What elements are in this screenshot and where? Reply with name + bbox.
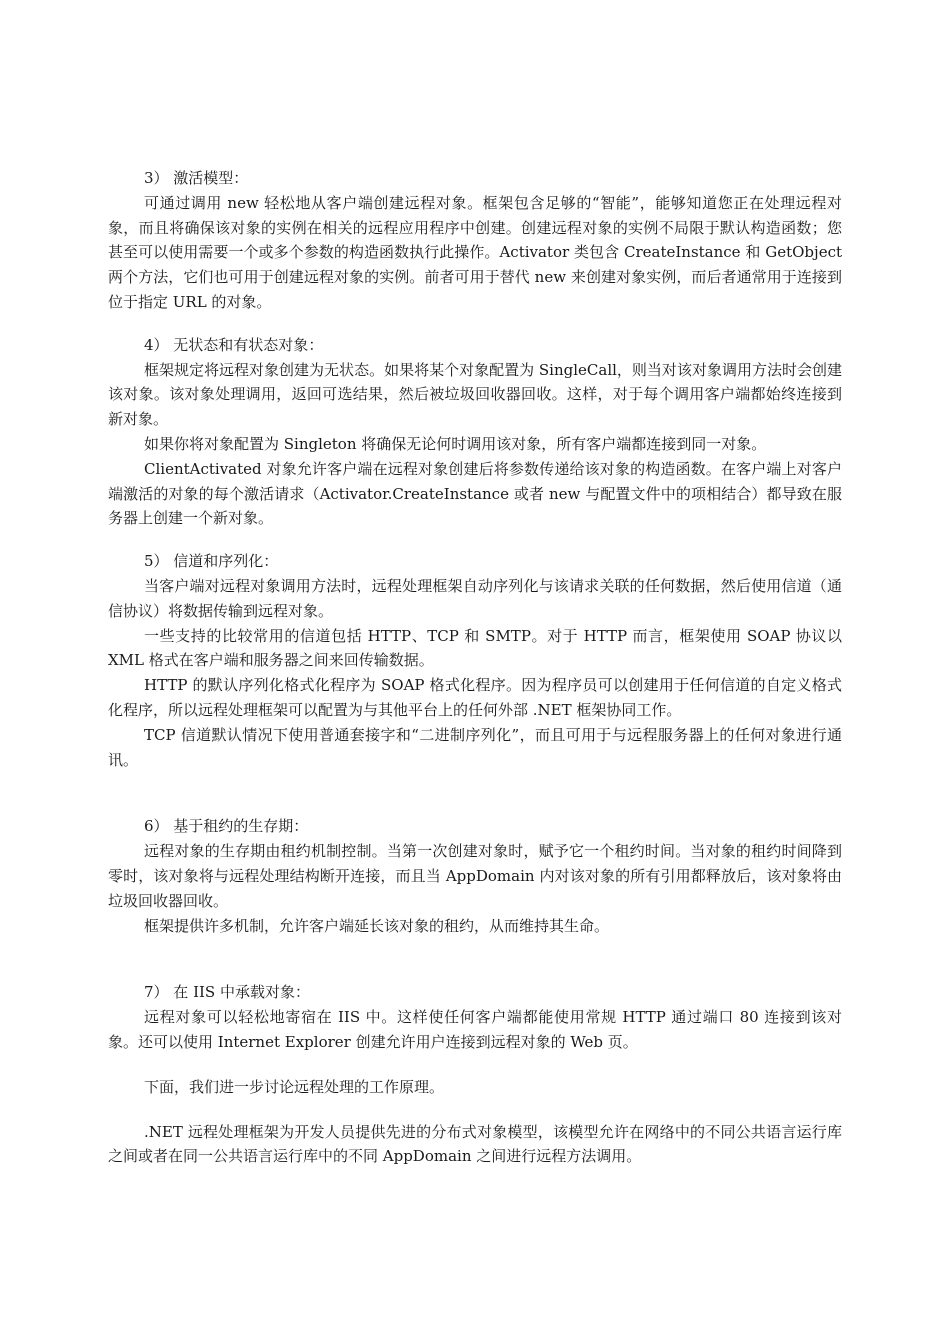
section-heading: 3） 激活模型： [144,169,249,187]
document-page [108,166,842,1169]
paragraph: 框架规定将远程对象创建为无状态。如果将某个对象配置为 SingleCall，则当对该对象调用方法时会创建该对象。该对象处理调用，返回可选结果，然后被垃圾回收器回收。这样，对于每个调用客户端都始终连接到新对象。 [108,360,842,429]
paragraph: 可通过调用 new 轻松地从客户端创建远程对象。框架包含足够的“智能”，能够知道您正在处理远程对象，而且将确保该对象的实例在相关的远程应用程序中创建。创建远程对象的实例不局限于默认构造函数；您甚至可以使用需要一个或多个参数的构造函数执行此操作。Activator 类包含 CreateInstance 和 GetObject 两个方法，它们也可用于创建远程对象的实例。前者可用于替代 new 来创建对象实例，而后者通常用于连接到位于指定 URL 的对象。 [108,193,842,311]
paragraph: 一些支持的比较常用的信道包括 HTTP、TCP 和 SMTP。对于 HTTP 而言，框架使用 SOAP 协议以 XML 格式在客户端和服务器之间来回传输数据。 [108,626,842,670]
paragraph: ClientActivated 对象允许客户端在远程对象创建后将参数传递给该对象的构造函数。在客户端上对客户端激活的对象的每个激活请求（Activator.CreateInstance 或者 new 与配置文件中的项相结合）都导致在服务器上创建一个新对象。 [108,459,842,528]
section-stateless-stateful [108,333,842,531]
paragraph: 当客户端对远程对象调用方法时，远程处理框架自动序列化与该请求关联的任何数据，然后使用信道（通信协议）将数据传输到远程对象。 [108,576,842,620]
paragraph: 下面，我们进一步讨论远程处理的工作原理。 [144,1077,445,1096]
section-activation-model [108,166,842,315]
paragraph: .NET 远程处理框架为开发人员提供先进的分布式对象模型，该模型允许在网络中的不同公共语言运行库之间或者在同一公共语言运行库中的不同 AppDomain 之间进行远程方法调用。 [108,1122,842,1166]
paragraph: TCP 信道默认情况下使用普通套接字和“二进制序列化”，而且可用于与远程服务器上的任何对象进行通讯。 [108,725,842,769]
section-channels-serialization [108,549,842,772]
section-heading: 5） 信道和序列化： [144,552,279,571]
section-heading: 6） 基于租约的生存期： [144,817,309,836]
paragraph: 框架提供许多机制，允许客户端延长该对象的租约，从而维持其生命。 [144,916,610,935]
paragraph: 远程对象的生存期由租约机制控制。当第一次创建对象时，赋予它一个租约时间。当对象的租约时间降到零时，该对象将与远程处理结构断开连接，而且当 AppDomain 内对该对象的所有引用都释放后，该对象将由垃圾回收器回收。 [108,842,842,910]
section-lease-lifetime [108,814,842,938]
paragraph: 如果你将对象配置为 Singleton 将确保无论何时调用该对象，所有客户端都连接到同一对象。 [144,434,767,453]
paragraph: HTTP 的默认序列化格式化程序为 SOAP 格式化程序。因为程序员可以创建用于任何信道的自定义格式化程序，所以远程处理框架可以配置为与其他平台上的任何外部 .NET 框架协同工作。 [108,676,842,719]
paragraph: 远程对象可以轻松地寄宿在 IIS 中。这样使任何客户端都能使用常规 HTTP 通过端口 80 连接到该对象。还可以使用 Internet Explorer 创建允许用户连接到远程对象的 Web 页。 [108,1008,842,1051]
section-heading: 7） 在 IIS 中承载对象： [144,983,310,1002]
section-iis-hosting [108,980,842,1054]
section-heading: 4） 无状态和有状态对象： [144,335,324,354]
